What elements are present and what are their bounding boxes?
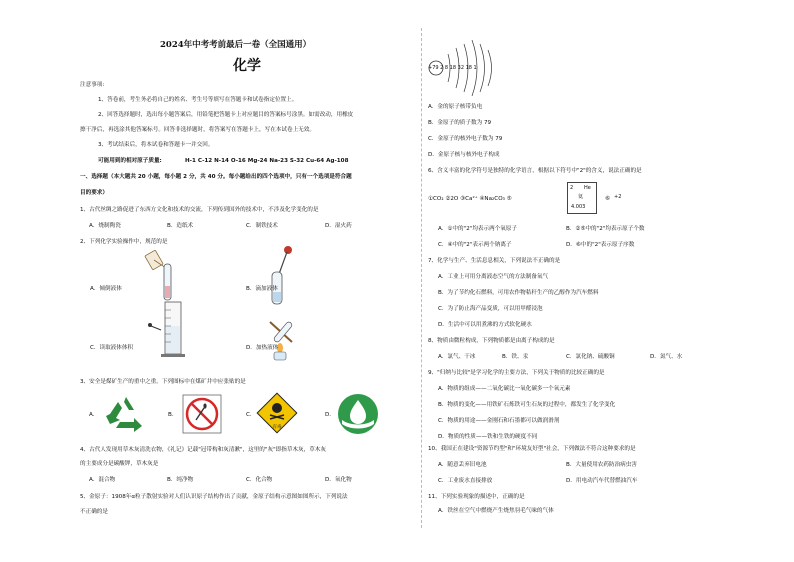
q9-option-a[interactable]: A．物质的组成——二氧化碳比一氧化碳多一个氧元素 [438, 386, 571, 392]
recycle-icon [104, 394, 148, 434]
q5-option-a[interactable]: A．金的原子核带负电 [428, 104, 483, 110]
q5-option-b[interactable]: B．金原子的质子数为 79 [428, 120, 492, 126]
q5-option-d[interactable]: D．金原子核与核外电子构成 [428, 152, 500, 158]
question-8-stem: 8、物质由微粒构成，下列物质都是由离子构成的是 [428, 338, 555, 344]
toxic-warning-icon [254, 390, 300, 436]
q9-option-d[interactable]: D．物质的性质——铁和生铁的硬度不同 [438, 434, 538, 440]
note-item: 3、考试结束后，将本试卷和答题卡一并交回。 [98, 142, 214, 148]
q8-option-c[interactable]: C．氯化钠、硫酸铜 [566, 354, 615, 360]
q2-option-a[interactable]: A．倾倒液体 [90, 286, 122, 292]
no-fire-icon [182, 394, 222, 434]
q2-option-d[interactable]: D．加热液体 [246, 345, 279, 351]
question-1-stem: 1、古代丝绸之路促进了东西方文化和技术的交流，下列传到国外的技术中，不涉及化学变化的是 [80, 207, 319, 213]
note-item: 擦干净后，再选涂其他答案标号。回答非选择题时，将答案写在答题卡上，写在本试卷上无效。 [80, 127, 315, 133]
heating-tube-icon [262, 312, 310, 362]
helium-element-card [567, 182, 597, 214]
question-4-stem-cont: 的主要成分是碳酸钾，草木灰是 [80, 461, 159, 467]
q9-option-b[interactable]: B．物质的变化——用铁矿石炼铁可生石灰的过程中，都发生了化学变化 [438, 402, 616, 408]
q3-option-b[interactable]: B． [168, 412, 178, 418]
q9-option-c[interactable]: C．物质的用途——金刚石和石墨都可以做润滑剂 [438, 418, 560, 424]
question-6-stem: 6、含义丰富的化学符号是独特的化学语言，根据以下符号中"2"的含义，说法正确的是 [428, 168, 642, 174]
note-item: 2、回答选择题时，选出每小题答案后，用铅笔把答题卡上对应题目的答案标号涂黑。如需改动，用橡皮 [98, 112, 354, 118]
q6-sixth-symbol: ⑥ [605, 196, 611, 202]
q7-option-c[interactable]: C．为了防止海产品变质，可以用甲醛浸泡 [438, 306, 543, 312]
water-saving-icon [336, 392, 380, 436]
q1-option-c[interactable]: C．制铁技术 [246, 223, 278, 229]
pour-liquid-icon [140, 250, 184, 304]
gold-atom-label: +79 2 8 18 32 18 1 [428, 65, 477, 71]
q5-option-c[interactable]: C．金原子的核外电子数为 79 [428, 136, 503, 142]
question-3-stem: 3、安全是煤矿生产的重中之重。下列图标中在煤矿井中应张贴的是 [80, 379, 246, 385]
q10-option-d[interactable]: D．用电动汽车代替燃油汽车 [566, 478, 638, 484]
question-4-stem: 4、古代人发现用草木灰清洗衣物，《礼记》记载"冠带构和灰清漱"，这里的"灰"即指草木灰，草木灰 [80, 447, 326, 453]
q6-option-c[interactable]: C．④中的"2"表示两个钠离子 [438, 242, 512, 248]
helium-number: 2 [570, 185, 574, 191]
q6-sixth-structure: +2 [614, 194, 622, 200]
q3-option-c[interactable]: C． [246, 412, 256, 418]
atomic-masses-label: 可能用到的相对原子质量: [98, 158, 162, 164]
q4-option-a[interactable]: A．混合物 [89, 477, 116, 483]
q2-option-c[interactable]: C．读取液体体积 [90, 345, 134, 351]
q1-option-b[interactable]: B．造纸术 [167, 223, 194, 229]
q7-option-d[interactable]: D．生活中可以用煮沸的方式软化硬水 [438, 322, 532, 328]
question-7-stem: 7、化学与生产、生活息息相关，下列说法不正确的是 [428, 258, 561, 264]
q4-option-c[interactable]: C．化合物 [246, 477, 273, 483]
helium-symbol: He [584, 185, 591, 191]
q7-option-b[interactable]: B．为了节约化石燃料，可用农作物秸秆生产的乙醇作为汽车燃料 [438, 290, 599, 296]
q8-option-a[interactable]: A．氯气、干冰 [438, 354, 476, 360]
note-item: 1、答卷前，考生务必将自己的姓名、考生号等填写在答题卡和试卷指定位置上。 [98, 97, 298, 103]
question-10-stem: 10、我国正在建设"资源节约型"和"环境友好型"社会，下列做法不符合这种要求的是 [428, 446, 636, 452]
q10-option-a[interactable]: A．随意丢弃旧电池 [438, 462, 487, 468]
toxic-label: 有毒 [272, 425, 282, 430]
section-heading-cont: 目的要求） [80, 190, 108, 196]
q11-option-a[interactable]: A．铁丝在空气中燃烧产生烧焦羽毛气味的气体 [438, 508, 554, 514]
atomic-masses: H-1 C-12 N-14 O-16 Mg-24 Na-23 S-32 Cu-64 Ag-108 [185, 158, 349, 164]
question-9-stem: 9、"归纳与比较"是学习化学的主要方法，下列关于物质的比较正确的是 [428, 370, 605, 376]
notes-heading: 注意事项: [80, 82, 105, 88]
q6-option-a[interactable]: A．①中的"2"均表示两个氧原子 [438, 226, 518, 232]
subject-title: 化学 [233, 58, 261, 74]
q6-symbols: ①CO₂ ②2O ③Ca²⁺ ④Na₂CO₃ ⑤ [428, 196, 512, 202]
q10-option-c[interactable]: C．工业废水直接排放 [438, 478, 493, 484]
q8-option-d[interactable]: D．氮气、水 [650, 354, 683, 360]
q10-option-b[interactable]: B．大量使用农药防治病虫害 [566, 462, 637, 468]
q3-option-a[interactable]: A． [89, 412, 99, 418]
q8-option-b[interactable]: B．铁、汞 [502, 354, 529, 360]
q3-option-d[interactable]: D． [325, 412, 335, 418]
q1-option-d[interactable]: D．湿火药 [325, 223, 352, 229]
q6-option-b[interactable]: B．②⑤中的"2"均表示原子个数 [566, 226, 645, 232]
q4-option-b[interactable]: B．纯净物 [167, 477, 194, 483]
column-divider [421, 28, 422, 528]
q2-option-b[interactable]: B．滴加液体 [246, 286, 278, 292]
exam-title: 2024年中考考前最后一卷（全国通用） [160, 40, 312, 50]
q6-option-d[interactable]: D．⑥中的"2"表示原子序数 [566, 242, 635, 248]
section-heading: 一、选择题（本大题共 20 小题，每小题 2 分，共 40 分。每小题给出的四个选项中，只有一个选项是符合题 [80, 174, 352, 180]
q1-option-a[interactable]: A．烧制陶瓷 [89, 223, 121, 229]
question-5-stem: 5、金原子：1908年α粒子散射实验对人们认识原子结构作出了贡献，金原子结构示意图如图所示，下列说法 [80, 494, 348, 500]
dropper-icon [262, 244, 298, 306]
question-2-stem: 2、下列化学实验操作中，规范的是 [80, 239, 168, 245]
q7-option-a[interactable]: A．工业上可用分离液态空气的方法制备氧气 [438, 274, 549, 280]
question-11-stem: 11、下列实验现象的描述中，正确的是 [428, 494, 525, 500]
q4-option-d[interactable]: D．氧化物 [325, 477, 352, 483]
helium-mass: 4.003 [571, 204, 586, 210]
graduated-cylinder-icon [145, 300, 205, 358]
helium-name: 氦 [578, 194, 584, 200]
question-5-stem-cont: 不正确的是 [80, 509, 108, 515]
